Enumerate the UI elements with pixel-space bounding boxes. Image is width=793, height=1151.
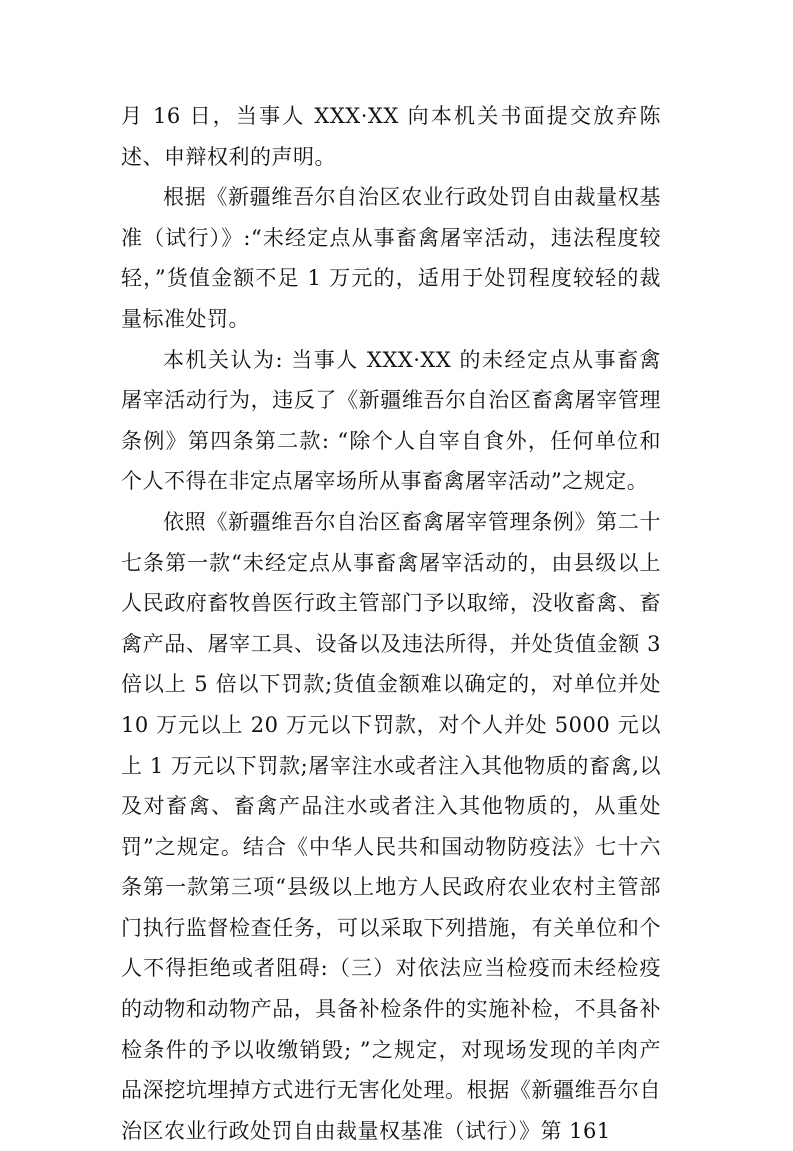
paragraph-discretion-standard: 根据《新疆维吾尔自治区农业行政处罚自由裁量权基准（试行）》:“未经定点从事畜禽屠宰活动，违法程度较轻，”货值金额不足 1 万元的，适用于处罚程度较轻的裁量标准处罚。 bbox=[121, 185, 661, 331]
paragraph-legal-basis: 依照《新疆维吾尔自治区畜禽屠宰管理条例》第二十七条第一款“未经定点从事畜禽屠宰活动的，由县级以上人民政府畜牧兽医行政主管部门予以取缔，没收畜禽、畜禽产品、屠宰工具、设备以及违法所得，并处货值金额 3 倍以上 5 倍以下罚款;货值金额难以确定的，对单位并处 10 万元以上 20 万元以下罚款，对个人并处 5000 元以上 1 万元以下罚款;屠宰注水或者注入其他物质的畜禽,以及对畜禽、畜禽产品注水或者注入其他物质的，从重处罚”之规定。结合《中华人民共和国动物防疫法》七十六条第一款第三项“县级以上地方人民政府农业农村主管部门执行监督检查任务，可以采取下列措施，有关单位和个人不得拒绝或者阻碍:（三）对依法应当检疫而未经检疫的动物和动物产品，具备补检条件的实施补检，不具备补检条件的予以收缴销毁; ”之规定，对现场发现的羊肉产品深挖坑埋掉方式进行无害化处理。根据《新疆维吾尔自治区农业行政处罚自由裁量权基准（试行）》第 161 bbox=[121, 509, 661, 1143]
document-body bbox=[121, 96, 661, 1151]
paragraph-statement-waiver: 月 16 日，当事人 XXX·XX 向本机关书面提交放弃陈述、申辩权利的声明。 bbox=[121, 104, 661, 169]
paragraph-authority-finding: 本机关认为: 当事人 XXX·XX 的未经定点从事畜禽屠宰活动行为，违反了《新疆维吾尔自治区畜禽屠宰管理条例》第四条第二款: “除个人自宰自食外，任何单位和个人不得在非定点屠宰场所从事畜禽屠宰活动”之规定。 bbox=[121, 347, 661, 494]
